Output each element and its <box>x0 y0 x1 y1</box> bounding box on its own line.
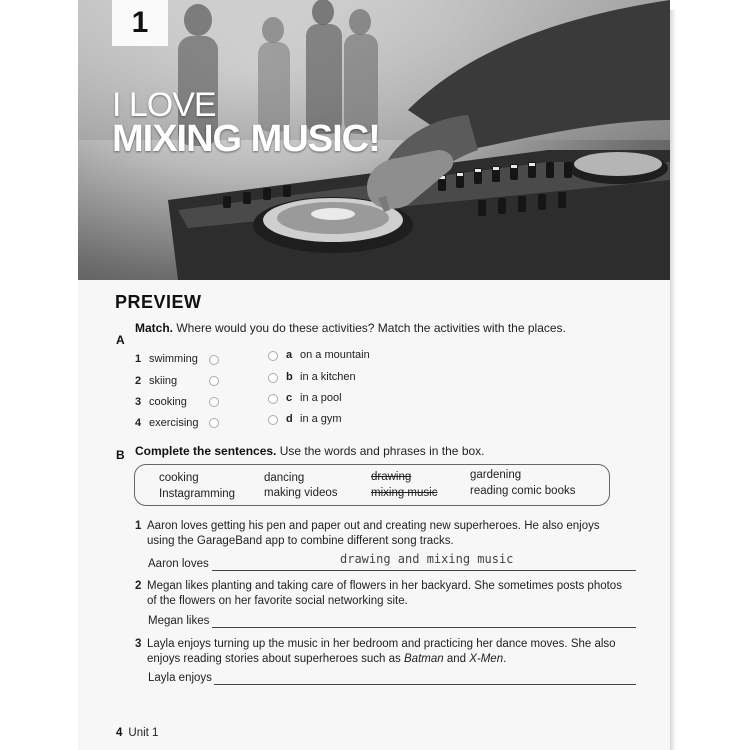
word-instagramming: Instagramming <box>159 488 236 500</box>
word-drawing: drawing <box>371 471 412 483</box>
section-b-bold: Complete the sentences. <box>135 444 277 458</box>
section-b-letter: B <box>116 448 125 462</box>
place-item: d in a gym <box>286 413 342 425</box>
activity-item: 2 skiing <box>135 375 178 387</box>
match-dot-place-d[interactable] <box>268 415 278 425</box>
word-box <box>134 464 610 506</box>
section-a-bold: Match. <box>135 321 174 335</box>
activity-item: 1 swimming <box>135 353 198 365</box>
place-item: b in a kitchen <box>286 371 356 383</box>
sentence-item-2: 2 Megan likes planting and taking care of flowers in her backyard. She sometimes posts photos of the flowers on her favorite social networking site. <box>135 580 622 607</box>
unit-label: Unit 1 <box>128 727 159 739</box>
answer-prompt-1: Aaron loves <box>148 558 209 570</box>
page-footer <box>116 727 158 739</box>
match-dot-activity-1[interactable] <box>209 355 219 365</box>
word-dancing: dancing <box>264 472 305 484</box>
activity-item: 4 exercising <box>135 417 199 429</box>
match-dot-activity-3[interactable] <box>209 397 219 407</box>
handwritten-answer-1: drawing and mixing music <box>340 552 514 566</box>
activity-item: 3 cooking <box>135 396 187 408</box>
unit-title-line1: I LOVE <box>112 86 216 124</box>
unit-number-badge: 1 <box>112 0 168 46</box>
place-item: a on a mountain <box>286 349 370 361</box>
word-reading-comic-books: reading comic books <box>470 485 576 497</box>
textbook-page <box>78 0 670 750</box>
page-number: 4 <box>116 727 123 739</box>
answer-prompt-3: Layla enjoys <box>148 672 212 684</box>
section-b-instruction <box>135 444 485 458</box>
answer-line-2[interactable] <box>212 627 636 628</box>
answer-line-1[interactable] <box>212 570 636 571</box>
section-b-text: Use the words and phrases in the box. <box>276 444 485 458</box>
answer-line-3[interactable] <box>214 684 636 685</box>
match-dot-place-b[interactable] <box>268 373 278 383</box>
word-making-videos: making videos <box>264 487 338 499</box>
word-cooking: cooking <box>159 472 199 484</box>
match-dot-place-c[interactable] <box>268 394 278 404</box>
section-a-text: Where would you do these activities? Match the activities with the places. <box>173 321 566 335</box>
section-a-instruction <box>135 321 566 335</box>
sentence-item-1: 1 Aaron loves getting his pen and paper out and creating new superheroes. He also enjoys using the GarageBand app to combine different song tracks. <box>135 520 600 547</box>
preview-heading: PREVIEW <box>115 292 202 312</box>
word-gardening: gardening <box>470 469 522 481</box>
sentence-item-3: 3 Layla enjoys turning up the music in her bedroom and practicing her dance moves. She also enjoys reading stories about superheroes such as Batman and X-Men. <box>135 638 616 665</box>
match-dot-activity-4[interactable] <box>209 418 219 428</box>
place-item: c in a pool <box>286 392 342 404</box>
section-a-letter: A <box>116 333 125 347</box>
page-edge-shadow <box>670 10 676 750</box>
match-dot-place-a[interactable] <box>268 351 278 361</box>
word-mixing-music: mixing music <box>371 487 438 499</box>
match-dot-activity-2[interactable] <box>209 376 219 386</box>
answer-prompt-2: Megan likes <box>148 615 210 627</box>
unit-title-line2: MIXING MUSIC! <box>112 118 380 160</box>
banner-photo <box>78 0 670 280</box>
